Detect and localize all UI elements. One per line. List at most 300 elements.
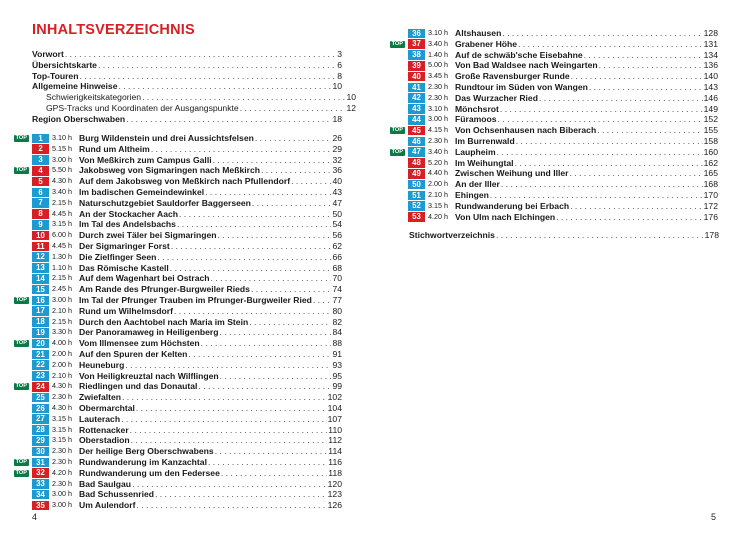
tour-entry[interactable]	[10, 165, 342, 176]
tour-entry[interactable]	[10, 295, 342, 306]
toc-entry-page: 10	[346, 92, 356, 103]
tour-title: Um Aulendorf	[79, 500, 136, 511]
tour-entry[interactable]	[386, 50, 718, 61]
tour-entry[interactable]	[10, 241, 342, 252]
tour-number-badge: 43	[408, 104, 425, 114]
tour-page: 93	[332, 359, 342, 370]
tour-duration: 4.15 h	[428, 125, 448, 135]
tour-number-badge: 14	[32, 274, 49, 284]
tour-duration: 4.30 h	[52, 176, 72, 186]
leader-dots	[571, 71, 703, 82]
top-badge: TOP	[15, 296, 27, 303]
tour-number-badge: 17	[32, 306, 49, 316]
leader-dots	[240, 103, 346, 114]
tour-page: 143	[703, 81, 718, 92]
tour-entry[interactable]	[10, 187, 342, 198]
tour-entry[interactable]	[10, 371, 342, 382]
page-number-left: 4	[32, 512, 38, 522]
tour-title: Rund um Wilhelmsdorf	[79, 305, 173, 316]
tour-page: 126	[327, 500, 342, 511]
tour-entry[interactable]	[386, 147, 718, 158]
tour-title: Rundwanderung um den Federsee	[79, 467, 220, 478]
toc-entry[interactable]	[32, 114, 342, 125]
tour-number-badge: 34	[32, 490, 49, 500]
tour-duration: 4.45 h	[52, 240, 72, 250]
tour-number-badge: 19	[32, 328, 49, 338]
tour-number-badge: 30	[32, 447, 49, 457]
tour-page: 165	[703, 168, 718, 179]
tour-number-badge: 39	[408, 61, 425, 71]
tour-page: 158	[703, 135, 718, 146]
tour-page: 107	[327, 413, 342, 424]
tour-entry[interactable]	[386, 39, 718, 50]
leader-dots	[170, 263, 332, 274]
tour-page: 134	[703, 49, 718, 60]
tour-entry[interactable]	[10, 198, 342, 209]
tour-title: Am Rande des Pfrunger-Burgweiler Rieds	[79, 284, 250, 295]
leader-dots	[490, 190, 703, 201]
tour-number-badge: 5	[32, 177, 49, 187]
tour-entry[interactable]	[10, 349, 342, 360]
tour-duration: 2.00 h	[52, 359, 72, 369]
tour-number-badge: 52	[408, 201, 425, 211]
tour-entry[interactable]	[10, 230, 342, 241]
tour-duration: 2.30 h	[52, 446, 72, 456]
tour-number-badge: 37	[408, 39, 425, 49]
tour-page: 70	[332, 273, 342, 284]
tour-duration: 5.50 h	[52, 165, 72, 175]
tour-duration: 2.00 h	[428, 179, 448, 189]
tour-number-badge: 45	[408, 126, 425, 136]
tour-duration: 4.30 h	[52, 402, 72, 412]
top-badge-slot	[10, 383, 32, 390]
toc-entry[interactable]	[32, 71, 342, 82]
tour-page: 176	[703, 211, 718, 222]
tour-page: 136	[703, 60, 718, 71]
tour-duration: 2.30 h	[428, 92, 448, 102]
tour-page: 155	[703, 125, 718, 136]
tour-number-badge: 33	[32, 479, 49, 489]
top-badge-slot	[386, 149, 408, 156]
tour-page: 50	[332, 208, 342, 219]
tour-page: 32	[332, 154, 342, 165]
top-badge: TOP	[15, 167, 27, 174]
tour-entry[interactable]	[10, 176, 342, 187]
tour-title: Ehingen	[455, 189, 489, 200]
top-badge: TOP	[15, 469, 27, 476]
tour-page: 36	[332, 165, 342, 176]
leader-dots	[516, 136, 703, 147]
tour-page: 66	[332, 251, 342, 262]
index-entry-label: Stichwortverzeichnis	[409, 230, 495, 240]
tour-duration: 2.00 h	[52, 348, 72, 358]
tour-entry[interactable]	[10, 133, 342, 144]
leader-dots	[136, 403, 327, 414]
tour-entry[interactable]	[10, 392, 342, 403]
leader-dots	[215, 446, 328, 457]
tour-entry[interactable]	[386, 136, 718, 147]
tour-entry[interactable]	[386, 28, 718, 39]
tour-entry[interactable]	[386, 158, 718, 169]
leader-dots	[188, 349, 331, 360]
tour-entry[interactable]	[386, 201, 718, 212]
tour-duration: 3.30 h	[52, 327, 72, 337]
top-badge: TOP	[391, 148, 403, 155]
tour-duration: 1.40 h	[428, 49, 448, 59]
tour-entry[interactable]	[10, 219, 342, 230]
toc-entry[interactable]	[32, 103, 356, 114]
tour-duration: 2.30 h	[428, 135, 448, 145]
tour-duration: 3.15 h	[428, 200, 448, 210]
tour-duration: 2.30 h	[52, 456, 72, 466]
tour-number-badge: 31	[32, 458, 49, 468]
tour-title: Laupheim	[455, 146, 496, 157]
tour-number-badge: 50	[408, 180, 425, 190]
tour-duration: 2.10 h	[428, 189, 448, 199]
tour-title: Rundtour im Süden von Wangen	[455, 81, 588, 92]
tour-entry[interactable]	[386, 212, 718, 223]
tour-page: 29	[332, 143, 342, 154]
leader-dots	[126, 114, 331, 125]
tour-entry[interactable]	[10, 273, 342, 284]
tour-page: 43	[332, 186, 342, 197]
leader-dots	[589, 82, 703, 93]
tour-duration: 4.45 h	[52, 208, 72, 218]
toc-entry-label: Region Oberschwaben	[32, 113, 126, 124]
toc-entry-label: Vorwort	[32, 49, 64, 59]
tour-entry[interactable]	[10, 144, 342, 155]
tour-title: Rund um Altheim	[79, 143, 150, 154]
index-entry-page: 178	[704, 230, 719, 240]
tour-number-badge: 16	[32, 296, 49, 306]
tour-entry[interactable]	[10, 252, 342, 263]
tour-title: Lauterach	[79, 413, 121, 424]
tour-entry[interactable]	[10, 360, 342, 371]
tour-number-badge: 53	[408, 212, 425, 222]
tour-entry[interactable]	[10, 209, 342, 220]
leader-dots	[65, 49, 336, 60]
tour-number-badge: 11	[32, 242, 49, 252]
tour-list-right	[386, 28, 718, 222]
tour-duration: 3.15 h	[52, 219, 72, 229]
toc-entry-page: 10	[332, 81, 342, 92]
tour-number-badge: 38	[408, 50, 425, 60]
tour-duration: 3.40 h	[52, 186, 72, 196]
toc-entry[interactable]	[32, 49, 342, 60]
top-badge-slot	[10, 167, 32, 174]
tour-entry[interactable]	[10, 381, 342, 392]
top-badge-slot	[10, 470, 32, 477]
tour-entry[interactable]	[10, 479, 342, 490]
tour-page: 152	[703, 114, 718, 125]
tour-title: Altshausen	[455, 28, 502, 38]
tour-entry[interactable]	[386, 114, 718, 125]
leader-dots	[599, 60, 703, 71]
tour-duration: 6.00 h	[52, 230, 72, 240]
tour-page: 74	[332, 284, 342, 295]
leader-dots	[157, 252, 331, 263]
tour-page: 112	[328, 435, 342, 446]
tour-duration: 3.40 h	[428, 146, 448, 156]
tour-entry[interactable]	[10, 338, 342, 349]
tour-entry[interactable]	[10, 457, 342, 468]
tour-page: 120	[327, 478, 342, 489]
tour-title: Grabener Höhe	[455, 38, 518, 49]
index-entry[interactable]	[409, 230, 719, 241]
tour-entry[interactable]	[10, 155, 342, 166]
tour-duration: 2.10 h	[52, 305, 72, 315]
tour-duration: 4.20 h	[428, 211, 448, 221]
tour-title: Naturschutzgebiet Sauldorfer Baggerseen	[79, 197, 251, 208]
tour-entry[interactable]	[386, 93, 718, 104]
tour-number-badge: 28	[32, 425, 49, 435]
tour-page: 140	[703, 71, 718, 82]
tour-page: 172	[703, 200, 718, 211]
leader-dots	[201, 338, 332, 349]
tour-number-badge: 35	[32, 501, 49, 511]
toc-entry[interactable]	[32, 92, 356, 103]
tour-title: Von Ochsenhausen nach Biberach	[455, 125, 597, 136]
tour-title: Der heilige Berg Oberschwabens	[79, 446, 214, 457]
tour-duration: 5.20 h	[428, 157, 448, 167]
tour-title: Auf den Spuren der Kelten	[79, 348, 188, 359]
tour-number-badge: 1	[32, 134, 49, 144]
tour-title: Füramoos	[455, 114, 497, 125]
tour-title: Auf dem Jakobsweg von Meßkirch nach Pfullendorf	[79, 176, 291, 187]
tour-entry[interactable]	[10, 489, 342, 500]
tour-number-badge: 42	[408, 93, 425, 103]
tour-number-badge: 9	[32, 220, 49, 230]
tour-entry[interactable]	[386, 190, 718, 201]
tour-title: Oberstadion	[79, 435, 130, 446]
tour-number-badge: 26	[32, 404, 49, 414]
top-badge: TOP	[391, 127, 403, 134]
leader-dots	[291, 176, 331, 187]
leader-dots	[142, 92, 345, 103]
tour-number-badge: 47	[408, 147, 425, 157]
tour-number-badge: 32	[32, 468, 49, 478]
tour-page: 91	[332, 348, 342, 359]
tour-title: Mönchsrot	[455, 103, 499, 114]
leader-dots	[119, 81, 332, 92]
tour-duration: 3.10 h	[52, 133, 72, 142]
tour-duration: 2.30 h	[428, 81, 448, 91]
leader-dots	[251, 284, 331, 295]
tour-title: Rundwanderung im Kanzachtal	[79, 456, 207, 467]
tour-duration: 2.30 h	[52, 392, 72, 402]
right-page	[375, 0, 750, 535]
toc-entry-label: GPS-Tracks und Koordinaten der Ausgangspunkte	[46, 102, 239, 113]
tour-number-badge: 22	[32, 360, 49, 370]
toc-entry-page: 3	[337, 49, 342, 59]
tour-entry[interactable]	[386, 104, 718, 115]
leader-dots	[556, 212, 703, 223]
tour-duration: 4.30 h	[52, 381, 72, 391]
tour-entry[interactable]	[10, 403, 342, 414]
tour-number-badge: 23	[32, 371, 49, 381]
leader-dots	[570, 201, 703, 212]
tour-title: An der Stockacher Aach	[79, 208, 179, 219]
top-badge: TOP	[15, 383, 27, 390]
tour-page: 68	[332, 262, 342, 273]
tour-page: 95	[332, 370, 342, 381]
tour-entry[interactable]	[386, 82, 718, 93]
tour-number-badge: 49	[408, 169, 425, 179]
tour-page: 84	[332, 327, 342, 338]
tour-duration: 3.00 h	[428, 114, 448, 124]
tour-title: Im Tal der Pfrunger Trauben im Pfrunger-Burgweiler Ried	[79, 294, 312, 305]
leader-dots	[518, 39, 703, 50]
top-badge-slot	[386, 41, 408, 48]
tour-duration: 2.10 h	[52, 370, 72, 380]
tour-title: Im Weihungtal	[455, 157, 514, 168]
top-badge-slot	[10, 459, 32, 466]
leader-dots	[122, 392, 327, 403]
leader-dots	[501, 179, 703, 190]
tour-title: Zwischen Weihung und Iller	[455, 168, 569, 179]
leader-dots	[79, 71, 336, 82]
tour-page: 146	[703, 92, 718, 103]
tour-entry[interactable]	[386, 179, 718, 190]
tour-number-badge: 18	[32, 317, 49, 327]
tour-entry[interactable]	[386, 168, 718, 179]
tour-title: Vom Illmensee zum Höchsten	[79, 338, 200, 349]
tour-entry[interactable]	[386, 60, 718, 71]
tour-title: Zwiefalten	[79, 392, 122, 403]
tour-title: Das Wurzacher Ried	[455, 92, 538, 103]
toc-entry-page: 6	[337, 59, 342, 70]
tour-duration: 1.30 h	[52, 251, 72, 261]
tour-entry[interactable]	[10, 263, 342, 274]
tour-entry[interactable]	[10, 284, 342, 295]
tour-page: 56	[332, 230, 342, 241]
tour-duration: 3.40 h	[428, 38, 448, 48]
tour-entry[interactable]	[10, 435, 342, 446]
tour-title: Die Zielfinger Seen	[79, 251, 157, 262]
leader-dots	[252, 198, 332, 209]
tour-number-badge: 48	[408, 158, 425, 168]
tour-number-badge: 21	[32, 350, 49, 360]
tour-page: 99	[332, 381, 342, 392]
toc-entry[interactable]	[32, 81, 342, 92]
tour-entry[interactable]	[10, 317, 342, 328]
tour-duration: 3.00 h	[52, 489, 72, 499]
top-badge: TOP	[391, 40, 403, 47]
leader-dots	[198, 381, 331, 392]
leader-dots	[313, 295, 332, 306]
tour-entry[interactable]	[10, 425, 342, 436]
tour-duration: 2.15 h	[52, 273, 72, 283]
tour-title: Das Römische Kastell	[79, 262, 169, 273]
leader-dots	[98, 60, 336, 71]
tour-title: Bad Saulgau	[79, 478, 132, 489]
tour-duration: 3.00 h	[52, 294, 72, 304]
leader-dots	[219, 327, 331, 338]
tour-number-badge: 41	[408, 83, 425, 93]
tour-duration: 2.30 h	[52, 478, 72, 488]
tour-title: Große Ravensburger Runde	[455, 71, 570, 82]
tour-entry[interactable]	[10, 468, 342, 479]
index-list	[409, 230, 719, 241]
tour-entry[interactable]	[10, 446, 342, 457]
leader-dots	[121, 414, 327, 425]
leader-dots	[174, 306, 331, 317]
tour-page: 26	[332, 133, 342, 143]
leader-dots	[500, 104, 703, 115]
tour-number-badge: 36	[408, 29, 425, 39]
tour-entry[interactable]	[10, 327, 342, 338]
tour-title: Der Sigmaringer Forst	[79, 240, 170, 251]
leader-dots	[179, 209, 331, 220]
tour-duration: 1.10 h	[52, 262, 72, 272]
tour-duration: 2.45 h	[52, 284, 72, 294]
tour-duration: 4.00 h	[52, 338, 72, 348]
toc-entry[interactable]	[32, 60, 342, 71]
leader-dots	[539, 93, 703, 104]
leader-dots	[220, 371, 332, 382]
leader-dots	[132, 479, 327, 490]
tour-title: Bad Schussenried	[79, 489, 154, 500]
tour-page: 102	[327, 392, 342, 403]
leader-dots	[584, 50, 703, 61]
leader-dots	[261, 165, 331, 176]
leader-dots	[177, 219, 331, 230]
tour-page: 160	[703, 146, 718, 157]
tour-entry[interactable]	[10, 414, 342, 425]
tour-number-badge: 10	[32, 231, 49, 241]
page-number-right: 5	[711, 512, 717, 522]
tour-number-badge: 25	[32, 393, 49, 403]
tour-page: 47	[332, 197, 342, 208]
tour-entry[interactable]	[386, 125, 718, 136]
tour-number-badge: 27	[32, 414, 49, 424]
tour-duration: 3.10 h	[428, 103, 448, 113]
leader-dots	[208, 457, 327, 468]
tour-page: 77	[332, 294, 342, 305]
tour-number-badge: 8	[32, 209, 49, 219]
tour-duration: 5.15 h	[52, 143, 72, 153]
tour-list-left	[10, 133, 342, 511]
tour-entry[interactable]	[10, 500, 342, 511]
tour-duration: 3.10 h	[428, 28, 448, 37]
top-badge: TOP	[15, 458, 27, 465]
tour-title: Auf de schwäb'sche Eisebahne	[455, 49, 583, 60]
top-badge-slot	[386, 127, 408, 134]
tour-page: 104	[327, 402, 342, 413]
tour-duration: 4.20 h	[52, 467, 72, 477]
tour-entry[interactable]	[10, 306, 342, 317]
tour-title: Burg Wildenstein und drei Aussichtsfelsen	[79, 133, 254, 143]
tour-page: 168	[703, 179, 718, 190]
tour-duration: 4.40 h	[428, 168, 448, 178]
tour-title: Auf dem Wagenhart bei Ostrach	[79, 273, 210, 284]
leader-dots	[498, 114, 703, 125]
tour-duration: 3.15 h	[52, 435, 72, 445]
tour-title: Der Panoramaweg in Heiligenberg	[79, 327, 219, 338]
toc-entry-label: Top-Touren	[32, 70, 79, 81]
leader-dots	[496, 230, 704, 241]
tour-page: 82	[332, 316, 342, 327]
tour-entry[interactable]	[386, 71, 718, 82]
tour-number-badge: 44	[408, 115, 425, 125]
leader-dots	[131, 435, 328, 446]
leader-dots	[211, 273, 332, 284]
tour-page: 162	[703, 157, 718, 168]
tour-title: Durch zwei Täler bei Sigmaringen	[79, 230, 217, 241]
leader-dots	[125, 360, 331, 371]
toc-entry-page: 8	[337, 70, 342, 81]
tour-number-badge: 15	[32, 285, 49, 295]
